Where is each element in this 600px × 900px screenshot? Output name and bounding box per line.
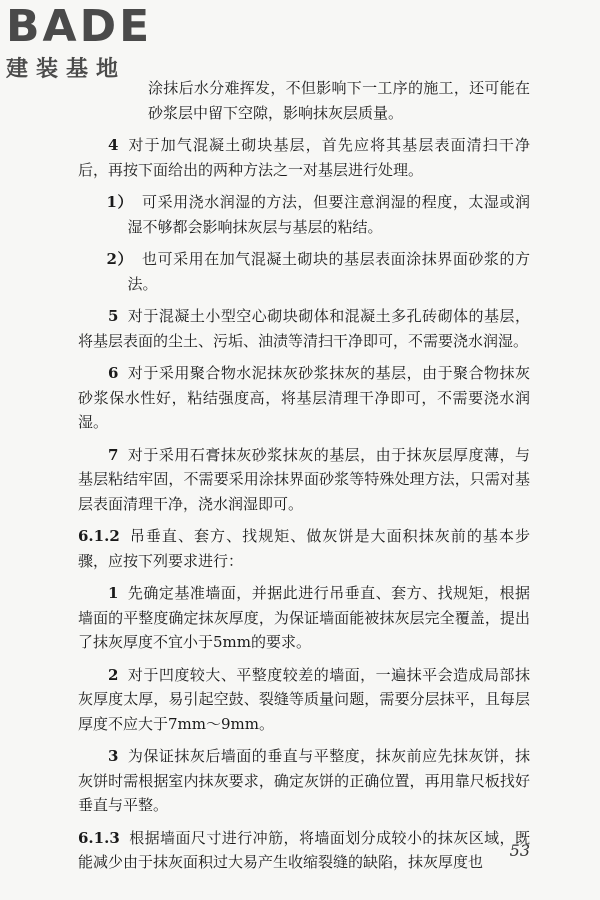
page-number: 53 bbox=[509, 841, 530, 860]
paragraph-text: 也可采用在加气混凝土砌块的基层表面涂抹界面砂浆的方法。 bbox=[127, 250, 531, 293]
paragraph-text: 可采用浇水润湿的方法，但要注意润湿的程度，太湿或润湿不够都会影响抹灰层与基层的粘结。 bbox=[127, 193, 531, 236]
logo-wordmark: BADE bbox=[6, 1, 153, 52]
paragraph-text: 为保证抹灰后墙面的垂直与平整度，抹灰前应先抹灰饼，抹灰饼时需根据室内抹灰要求，确定灰饼的正确位置，再用靠尺板找好垂直与平整。 bbox=[78, 747, 530, 814]
paragraph-text: 对于加气混凝土砌块基层，首先应将其基层表面清扫干净后，再按下面给出的两种方法之一对基层进行处理。 bbox=[78, 136, 530, 179]
item-number: 7 bbox=[108, 445, 119, 464]
paragraph-item-6 bbox=[78, 361, 530, 435]
paragraph-item-1 bbox=[78, 581, 530, 655]
item-number: 4 bbox=[108, 136, 119, 154]
item-number: 6 bbox=[108, 364, 119, 382]
item-number: 1 bbox=[108, 584, 119, 602]
item-number: 2） bbox=[106, 250, 134, 268]
section-6-1-2 bbox=[78, 524, 530, 573]
paragraph-continuation bbox=[78, 76, 530, 125]
item-number: 5 bbox=[108, 307, 119, 325]
paragraph-subitem-2 bbox=[78, 247, 530, 296]
logo-subtitle: 建装基地 bbox=[6, 57, 127, 82]
item-number: 2 bbox=[108, 665, 119, 684]
paragraph-text: 吊垂直、套方、找规矩、做灰饼是大面积抹灰前的基本步骤，应按下列要求进行： bbox=[78, 527, 530, 570]
paragraph-text: 对于采用聚合物水泥抹灰砂浆抹灰的基层，由于聚合物抹灰砂浆保水性好，粘结强度高，将基层清理干净即可，不需要浇水润湿。 bbox=[78, 364, 530, 431]
item-number: 3 bbox=[108, 747, 119, 765]
section-number: 6.1.2 bbox=[78, 527, 120, 545]
section-6-1-3 bbox=[78, 826, 530, 875]
paragraph-item-2 bbox=[78, 663, 530, 737]
paragraph-text: 对于凹度较大、平整度较差的墙面，一遍抹平会造成局部抹灰厚度太厚，易引起空鼓、裂缝等质量问题，需要分层抹平，且每层厚度不应大于7mm～9mm。 bbox=[78, 665, 530, 733]
paragraph-subitem-1 bbox=[78, 190, 530, 239]
paragraph-item-4 bbox=[78, 133, 530, 182]
paragraph-text: 对于混凝土小型空心砌块砌体和混凝土多孔砖砌体的基层，将基层表面的尘土、污垢、油渍等清扫干净即可，不需要浇水润湿。 bbox=[78, 307, 530, 350]
paragraph-item-5 bbox=[78, 304, 530, 353]
paragraph-text: 对于采用石膏抹灰砂浆抹灰的基层，由于抹灰层厚度薄，与基层粘结牢固，不需要采用涂抹界面砂浆等特殊处理方法，只需对基层表面清理干净，浇水润湿即可。 bbox=[78, 445, 530, 513]
watermark-logo bbox=[6, 1, 176, 84]
paragraph-item-3 bbox=[78, 744, 530, 818]
page-body bbox=[78, 76, 530, 883]
section-number: 6.1.3 bbox=[78, 828, 120, 847]
paragraph-item-7 bbox=[78, 443, 530, 517]
paragraph-text: 涂抹后水分难挥发，不但影响下一工序的施工，还可能在砂浆层中留下空隙，影响抹灰层质量。 bbox=[148, 79, 530, 122]
paragraph-text: 根据墙面尺寸进行冲筋，将墙面划分成较小的抹灰区域，既能减少由于抹灰面积过大易产生收缩裂缝的缺陷，抹灰厚度也 bbox=[78, 828, 530, 871]
paragraph-text: 先确定基准墙面，并据此进行吊垂直、套方、找规矩，根据墙面的平整度确定抹灰厚度，为保证墙面能被抹灰层完全覆盖，提出了抹灰厚度不宜小于5mm的要求。 bbox=[78, 584, 530, 651]
item-number: 1） bbox=[106, 193, 134, 211]
